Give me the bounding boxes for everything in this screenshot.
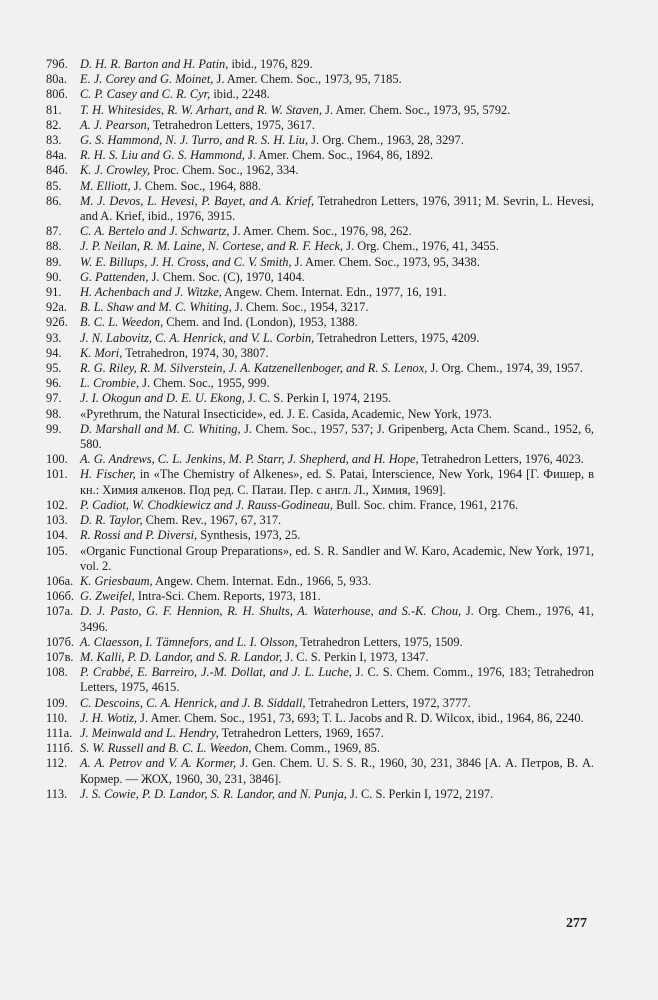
reference-number: 98. <box>46 406 62 421</box>
reference-entry <box>46 57 594 72</box>
reference-number: 97. <box>46 391 62 406</box>
reference-authors: W. E. Billups, J. H. Cross, and C. V. Smith, <box>80 254 292 269</box>
reference-entry <box>46 163 594 178</box>
reference-entry <box>46 103 594 118</box>
reference-number: 88. <box>46 239 62 254</box>
reference-citation: J. Chem. Soc., 1955, 999. <box>139 376 270 391</box>
reference-citation: Chem. Rev., 1967, 67, 317. <box>142 513 282 528</box>
reference-authors: G. S. Hammond, N. J. Turro, and R. S. H. Liu, <box>80 133 309 148</box>
reference-authors: L. Crombie, <box>80 376 140 391</box>
reference-entry <box>46 544 594 574</box>
reference-list <box>46 57 594 802</box>
reference-entry <box>46 133 594 148</box>
reference-number: 106а. <box>46 573 74 588</box>
reference-citation: Tetrahedron Letters, 1975, 1509. <box>297 634 463 649</box>
reference-citation: J. Chem. Soc., 1954, 3217. <box>231 300 369 315</box>
reference-number: 90. <box>46 269 62 284</box>
reference-entry <box>46 467 594 497</box>
reference-entry <box>46 422 594 452</box>
reference-entry <box>46 391 594 406</box>
reference-citation: Chem. and Ind. (London), 1953, 1388. <box>163 315 358 330</box>
reference-number: 80б. <box>46 87 68 102</box>
reference-entry <box>46 361 594 376</box>
reference-number: 111а. <box>46 725 73 740</box>
reference-number: 81. <box>46 102 62 117</box>
reference-authors: M. J. Devos, L. Hevesi, P. Bayet, and A. Krief, <box>80 193 315 208</box>
reference-entry <box>46 498 594 513</box>
reference-number: 91. <box>46 285 62 300</box>
reference-citation: Angew. Chem. Internat. Edn., 1977, 16, 191. <box>221 285 447 300</box>
reference-citation: Tetrahedron Letters, 1976, 3911; M. Sevrin, L. Hevesi, and A. Krief, ibid., 1976, 3915. <box>80 193 594 224</box>
reference-entry <box>46 224 594 239</box>
reference-citation: Tetrahedron, 1974, 30, 3807. <box>122 345 269 360</box>
reference-citation: Chem. Comm., 1969, 85. <box>251 741 380 756</box>
reference-citation: Synthesis, 1973, 25. <box>197 528 301 543</box>
reference-citation: J. Org. Chem., 1976, 41, 3455. <box>343 239 499 254</box>
reference-number: 82. <box>46 117 62 132</box>
reference-citation: J. Org. Chem., 1976, 41, 3496. <box>80 604 594 634</box>
reference-citation: J. Org. Chem., 1974, 39, 1957. <box>427 361 584 376</box>
reference-citation: J. Chem. Soc. (C), 1970, 1404. <box>148 269 305 284</box>
reference-authors: J. P. Neilan, R. M. Laine, N. Cortese, and R. F. Heck, <box>80 239 344 254</box>
reference-citation: Intra-Sci. Chem. Reports, 1973, 181. <box>134 589 321 604</box>
reference-authors: M. Elliott, <box>80 178 131 193</box>
reference-number: 87. <box>46 224 62 239</box>
reference-entry <box>46 528 594 543</box>
reference-number: 107в. <box>46 649 74 664</box>
reference-entry <box>46 148 594 163</box>
reference-number: 107б. <box>46 634 74 649</box>
reference-authors: D. R. Taylor, <box>80 513 143 528</box>
reference-number: 102. <box>46 497 68 512</box>
reference-citation: Tetrahedron Letters, 1975, 3617. <box>149 117 315 132</box>
reference-number: 99. <box>46 421 62 436</box>
reference-entry <box>46 331 594 346</box>
reference-authors: A. G. Andrews, C. L. Jenkins, M. P. Starr, J. Shepherd, and H. Hope, <box>80 452 419 467</box>
reference-citation: J. Amer. Chem. Soc., 1964, 86, 1892. <box>244 148 434 163</box>
reference-citation: J. C. S. Perkin I, 1974, 2195. <box>244 391 392 406</box>
reference-number: 101. <box>46 467 68 482</box>
reference-entry <box>46 87 594 102</box>
reference-citation: Proc. Chem. Soc., 1962, 334. <box>150 163 299 178</box>
reference-authors: J. Meinwald and L. Hendry, <box>80 725 219 740</box>
reference-citation: J. Amer. Chem. Soc., 1973, 95, 7185. <box>213 72 402 87</box>
reference-authors: A. J. Pearson, <box>80 117 150 132</box>
reference-entry <box>46 315 594 330</box>
reference-number: 106б. <box>46 589 74 604</box>
reference-authors: T. H. Whitesides, R. W. Arhart, and R. W. Staven, <box>80 102 323 117</box>
reference-citation: Tetrahedron Letters, 1969, 1657. <box>218 725 384 740</box>
reference-number: 108. <box>46 665 68 680</box>
reference-entry <box>46 270 594 285</box>
reference-entry <box>46 179 594 194</box>
reference-citation: «Pyrethrum, the Natural Insecticide», ed. J. E. Casida, Academic, New York, 1973. <box>80 406 492 421</box>
reference-authors: M. Kalli, P. D. Landor, and S. R. Landor, <box>80 649 283 664</box>
reference-number: 92а. <box>46 300 67 315</box>
reference-citation: Bull. Soc. chim. France, 1961, 2176. <box>332 497 519 512</box>
reference-authors: G. Zweifel, <box>80 589 135 604</box>
reference-entry <box>46 574 594 589</box>
reference-authors: H. Fischer, <box>80 467 136 482</box>
reference-entry <box>46 452 594 467</box>
reference-number: 100. <box>46 452 68 467</box>
reference-citation: J. C. S. Chem. Comm., 1976, 183; Tetrahedron Letters, 1975, 4615. <box>80 665 594 695</box>
reference-entry <box>46 650 594 665</box>
reference-number: 109. <box>46 695 68 710</box>
reference-citation: J. Gen. Chem. U. S. S. R., 1960, 30, 231, 3846 [А. А. Петров, В. А. Кормер. — ЖОХ, 1960, 30, 231, 3846]. <box>80 756 594 786</box>
reference-number: 89. <box>46 254 62 269</box>
reference-citation: «Organic Functional Group Preparations», ed. S. R. Sandler and W. Karo, Academic, New York, 1971, vol. 2. <box>80 543 594 573</box>
reference-authors: B. L. Shaw and M. C. Whiting, <box>80 300 232 315</box>
reference-entry <box>46 711 594 726</box>
reference-entry <box>46 756 594 786</box>
reference-authors: E. J. Corey and G. Moinet, <box>80 72 214 87</box>
reference-authors: D. H. R. Barton and H. Patin, <box>80 57 229 71</box>
reference-citation: J. Chem. Soc., 1964, 888. <box>130 178 262 193</box>
reference-number: 83. <box>46 133 62 148</box>
reference-citation: Angew. Chem. Internat. Edn., 1966, 5, 933. <box>152 573 372 588</box>
reference-citation: J. Amer. Chem. Soc., 1951, 73, 693; T. L. Jacobs and R. D. Wilcox, ibid., 1964, 86, 2240. <box>137 710 584 725</box>
reference-citation: J. C. S. Perkin I, 1972, 2197. <box>346 786 494 801</box>
reference-authors: P. Cadiot, W. Chodkiewicz and J. Rauss-Godineau, <box>80 497 333 512</box>
reference-entry <box>46 726 594 741</box>
reference-number: 95. <box>46 361 62 376</box>
reference-citation: J. Amer. Chem. Soc., 1973, 95, 5792. <box>322 102 511 117</box>
reference-entry <box>46 376 594 391</box>
reference-entry <box>46 589 594 604</box>
reference-entry <box>46 300 594 315</box>
reference-entry <box>46 239 594 254</box>
reference-entry <box>46 118 594 133</box>
reference-authors: C. P. Casey and C. R. Cyr, <box>80 87 211 102</box>
reference-entry <box>46 665 594 695</box>
reference-number: 111б. <box>46 741 74 756</box>
reference-entry <box>46 741 594 756</box>
reference-citation: J. C. S. Perkin I, 1973, 1347. <box>282 649 429 664</box>
reference-number: 92б. <box>46 315 68 330</box>
reference-number: 104. <box>46 528 68 543</box>
reference-number: 110. <box>46 710 68 725</box>
reference-authors: D. Marshall and M. C. Whiting, <box>80 421 241 436</box>
reference-number: 96. <box>46 376 62 391</box>
reference-number: 80а. <box>46 72 67 87</box>
reference-number: 79б. <box>46 57 68 71</box>
reference-number: 94. <box>46 345 62 360</box>
reference-authors: G. Pattenden, <box>80 269 149 284</box>
reference-authors: H. Achenbach and J. Witzke, <box>80 285 222 300</box>
reference-authors: A. Claesson, I. Tämnefors, and L. I. Olsson, <box>80 634 298 649</box>
reference-authors: K. Mori, <box>80 345 123 360</box>
reference-citation: Tetrahedron Letters, 1972, 3777. <box>305 695 471 710</box>
reference-citation: ibid., 1976, 829. <box>228 57 313 71</box>
reference-authors: C. Descoins, C. A. Henrick, and J. B. Siddall, <box>80 695 306 710</box>
reference-authors: B. C. L. Weedon, <box>80 315 164 330</box>
reference-authors: J. S. Cowie, P. D. Landor, S. R. Landor, and N. Punja, <box>80 786 347 801</box>
reference-entry <box>46 604 594 634</box>
reference-entry <box>46 513 594 528</box>
reference-number: 112. <box>46 756 68 771</box>
reference-authors: A. A. Petrov and V. A. Kormer, <box>80 756 237 771</box>
reference-number: 84б. <box>46 163 68 178</box>
reference-number: 107а. <box>46 604 74 619</box>
reference-citation: Tetrahedron Letters, 1976, 4023. <box>418 452 584 467</box>
reference-citation: J. Chem. Soc., 1957, 537; J. Gripenberg, Acta Chem. Scand., 1952, 6, 580. <box>80 421 594 452</box>
reference-number: 103. <box>46 513 68 528</box>
reference-authors: R. G. Riley, R. M. Silverstein, J. A. Katzenellenboger, and R. S. Lenox, <box>80 361 428 376</box>
reference-entry <box>46 285 594 300</box>
reference-citation: J. Org. Chem., 1963, 28, 3297. <box>308 133 464 148</box>
reference-entry <box>46 787 594 802</box>
reference-authors: K. J. Crowley, <box>80 163 151 178</box>
reference-number: 93. <box>46 330 62 345</box>
reference-authors: J. H. Wotiz, <box>80 710 138 725</box>
reference-entry <box>46 255 594 270</box>
reference-number: 84а. <box>46 148 67 163</box>
reference-citation: ibid., 2248. <box>210 87 270 102</box>
reference-authors: C. A. Bertelo and J. Schwartz, <box>80 224 230 239</box>
reference-authors: J. I. Okogun and D. E. U. Ekong, <box>80 391 245 406</box>
reference-entry <box>46 635 594 650</box>
reference-citation: Tetrahedron Letters, 1975, 4209. <box>314 330 480 345</box>
reference-number: 86. <box>46 193 62 208</box>
reference-authors: S. W. Russell and B. C. L. Weedon, <box>80 741 252 756</box>
reference-entry <box>46 346 594 361</box>
reference-authors: R. Rossi and P. Diversi, <box>80 528 198 543</box>
reference-citation: J. Amer. Chem. Soc., 1976, 98, 262. <box>229 224 412 239</box>
reference-number: 105. <box>46 543 68 558</box>
reference-citation: J. Amer. Chem. Soc., 1973, 95, 3438. <box>291 254 480 269</box>
reference-entry <box>46 407 594 422</box>
reference-authors: D. J. Pasto, G. F. Hennion, R. H. Shults, A. Waterhouse, and S.-K. Chou, <box>80 604 462 619</box>
page-number: 277 <box>566 916 587 931</box>
reference-entry <box>46 194 594 224</box>
reference-citation: in «The Chemistry of Alkenes», ed. S. Patai, Interscience, New York, 1964 [Г. Фишер, в кн.: Химия алкенов. Под ред. С. Патаи. Пер. с англ. Л., Химия, 1969]. <box>80 467 595 497</box>
reference-number: 85. <box>46 178 62 193</box>
reference-authors: P. Crabbé, E. Barreiro, J.-M. Dollat, and J. L. Luche, <box>80 665 352 680</box>
reference-entry <box>46 72 594 87</box>
reference-number: 113. <box>46 786 68 801</box>
reference-authors: R. H. S. Liu and G. S. Hammond, <box>80 148 245 163</box>
reference-authors: J. N. Labovitz, C. A. Henrick, and V. L. Corbin, <box>80 330 315 345</box>
reference-entry <box>46 696 594 711</box>
reference-authors: K. Griesbaum, <box>80 573 153 588</box>
